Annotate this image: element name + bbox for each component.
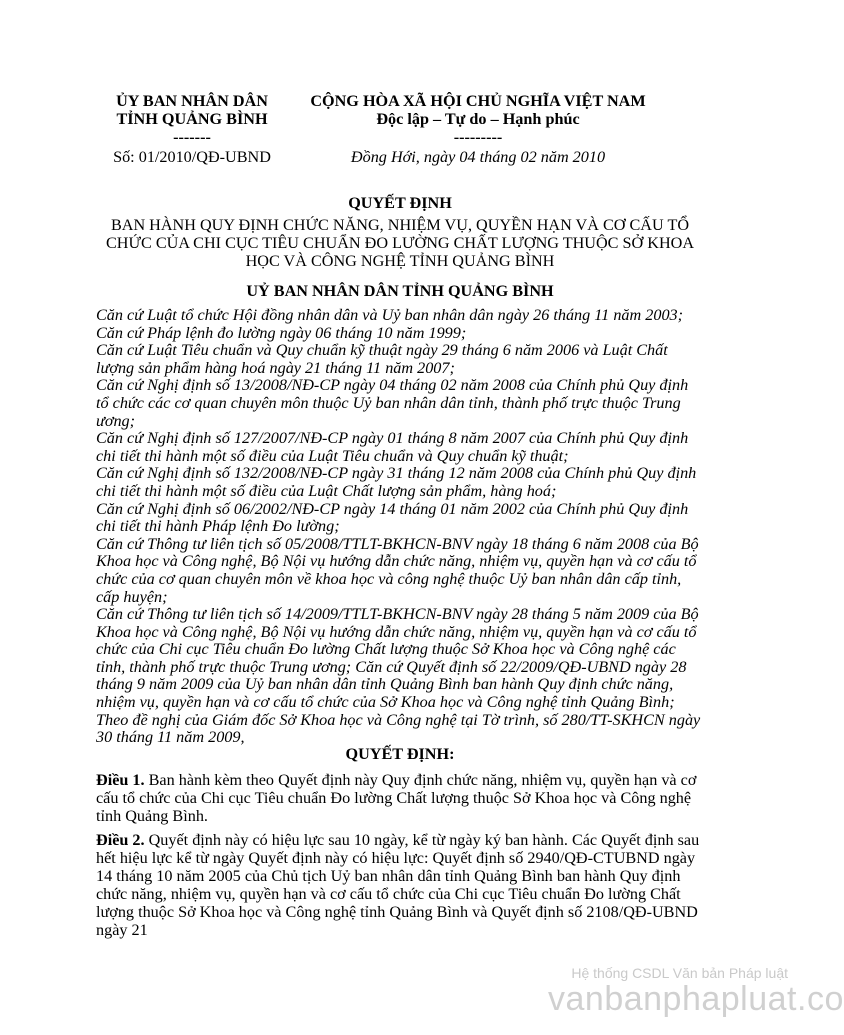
legal-basis: Căn cứ Nghị định số 127/2007/NĐ-CP ngày 01 tháng 8 năm 2007 của Chính phủ Quy định chi tiết thi hành một số điều của Luật Tiêu chuẩn và Quy chuẩn kỹ thuật; bbox=[96, 429, 689, 465]
article-text: Quyết định này có hiệu lực sau 10 ngày, kể từ ngày ký ban hành. Các Quyết định sau hết hiệu lực kể từ ngày Quyết định này có hiệu lực: Quyết định số 2940/QĐ-CTUBND ngày 14 tháng 10 năm 2005 của Chủ tịch Uỷ ban nhân dân tỉnh Quảng Bình ban hành Quy định chức năng, nhiệm vụ, quyền hạn và cơ cấu tổ chức của Chi cục Tiêu chuẩn Đo lường Chất lượng thuộc Sở Khoa học và Công nghệ tỉnh Quảng Bình và Quyết định số 2108/QĐ-UBND ngày 21 bbox=[96, 831, 700, 939]
issuing-authority bbox=[96, 92, 288, 166]
legal-basis: Căn cứ Nghị định số 06/2002/NĐ-CP ngày 14 tháng 01 năm 2002 của Chính phủ Quy định chi tiết thi hành Pháp lệnh Đo lường; bbox=[96, 499, 689, 536]
place-date: Đồng Hới, ngày 04 tháng 02 năm 2010 bbox=[350, 148, 606, 166]
article-2 bbox=[96, 831, 704, 939]
authority-line1: ỦY BAN NHÂN DÂN bbox=[116, 92, 268, 110]
issuing-body: UỶ BAN NHÂN DÂN TỈNH QUẢNG BÌNH bbox=[246, 282, 554, 300]
articles bbox=[96, 771, 704, 945]
authority-dash: ------- bbox=[173, 128, 211, 146]
article-label: Điều 2. bbox=[96, 831, 145, 849]
article-text: Ban hành kèm theo Quyết định này Quy định chức năng, nhiệm vụ, quyền hạn và cơ cấu tổ chức của Chi cục Tiêu chuẩn Đo lường Chất lượng thuộc Sở Khoa học và Công nghệ tỉnh Quảng Bình. bbox=[96, 771, 697, 825]
legal-basis: Căn cứ Thông tư liên tịch số 14/2009/TTLT-BKHCN-BNV ngày 28 tháng 5 năm 2009 của Bộ Khoa học và Công nghệ, Bộ Nội vụ hướng dẫn chức năng, nhiệm vụ, quyền hạn và cơ cấu tổ chức của Chi cục Tiêu chuẩn Đo lường Chất lượng thuộc Sở Khoa học và Công nghệ các tỉnh, thành phố trực thuộc Trung ương; Căn cứ Quyết định số 22/2009/QĐ-UBND ngày 28 tháng 9 năm 2009 của Uỷ ban nhân dân tỉnh Quảng Bình ban hành Quy định chức năng, nhiệm vụ, quyền hạn và cơ cấu tổ chức của Sở Khoa học và Công nghệ tỉnh Quảng Bình; bbox=[96, 605, 699, 712]
decision-heading: QUYẾT ĐỊNH: bbox=[345, 745, 455, 763]
authority-line2: TỈNH QUẢNG BÌNH bbox=[116, 110, 268, 128]
watermark-caption: Hệ thống CSDL Văn bản Pháp luật bbox=[571, 965, 788, 981]
legal-basis: Theo đề nghị của Giám đốc Sở Khoa học và Công nghệ tại Tờ trình, số 280/TT-SKHCN ngày 30 tháng 11 năm 2009, bbox=[96, 710, 701, 747]
legal-basis: Căn cứ Nghị định số 13/2008/NĐ-CP ngày 04 tháng 02 năm 2008 của Chính phủ Quy định tổ chức các cơ quan chuyên môn thuộc Uỷ ban nhân dân tỉnh, thành phố trực thuộc Trung ương; bbox=[96, 376, 689, 430]
legal-basis: Căn cứ Luật Tiêu chuẩn và Quy chuẩn kỹ thuật ngày 29 tháng 6 năm 2006 và Luật Chất lượng sản phẩm hàng hoá ngày 21 tháng 11 năm 2007; bbox=[96, 341, 668, 377]
legal-basis: Căn cứ Luật tổ chức Hội đồng nhân dân và Uỷ ban nhân dân ngày 26 tháng 11 năm 2003; bbox=[96, 306, 684, 324]
watermark-site: vanbanphapluat.co bbox=[548, 980, 844, 1018]
legal-basis: Căn cứ Thông tư liên tịch số 05/2008/TTLT-BKHCN-BNV ngày 18 tháng 6 năm 2008 của Bộ Khoa học và Công nghệ, Bộ Nội vụ hướng dẫn chức năng, nhiệm vụ, quyền hạn và cơ cấu tổ chức của cơ quan chuyên môn về khoa học và công nghệ thuộc Uỷ ban nhân dân cấp tỉnh, cấp huyện; bbox=[96, 534, 699, 606]
legal-basis: Căn cứ Pháp lệnh đo lường ngày 06 tháng 10 năm 1999; bbox=[96, 323, 467, 342]
country-name: CỘNG HÒA XÃ HỘI CHỦ NGHĨA VIỆT NAM bbox=[310, 92, 646, 110]
legal-basis: Căn cứ Nghị định số 132/2008/NĐ-CP ngày 31 tháng 12 năm 2008 của Chính phủ Quy định chi tiết thi hành một số điều của Luật Chất lượng sản phẩm, hàng hoá; bbox=[96, 464, 697, 500]
motto: Độc lập – Tự do – Hạnh phúc bbox=[376, 110, 580, 128]
article-1 bbox=[96, 771, 704, 825]
legal-bases bbox=[96, 307, 704, 747]
document-number: Số: 01/2010/QĐ-UBND bbox=[113, 148, 271, 166]
motto-dash: --------- bbox=[453, 128, 503, 146]
document-subtitle: BAN HÀNH QUY ĐỊNH CHỨC NĂNG, NHIỆM VỤ, QUYỀN HẠN VÀ CƠ CẤU TỔ CHỨC CỦA CHI CỤC TIÊU CHUẨN ĐO LƯỜNG CHẤT LƯỢNG THUỘC SỞ KHOA HỌC VÀ CÔNG NGHỆ TỈNH QUẢNG BÌNH bbox=[105, 216, 695, 270]
document-title: QUYẾT ĐỊNH bbox=[348, 194, 452, 212]
national-motto bbox=[300, 92, 656, 166]
article-label: Điều 1. bbox=[96, 771, 145, 789]
